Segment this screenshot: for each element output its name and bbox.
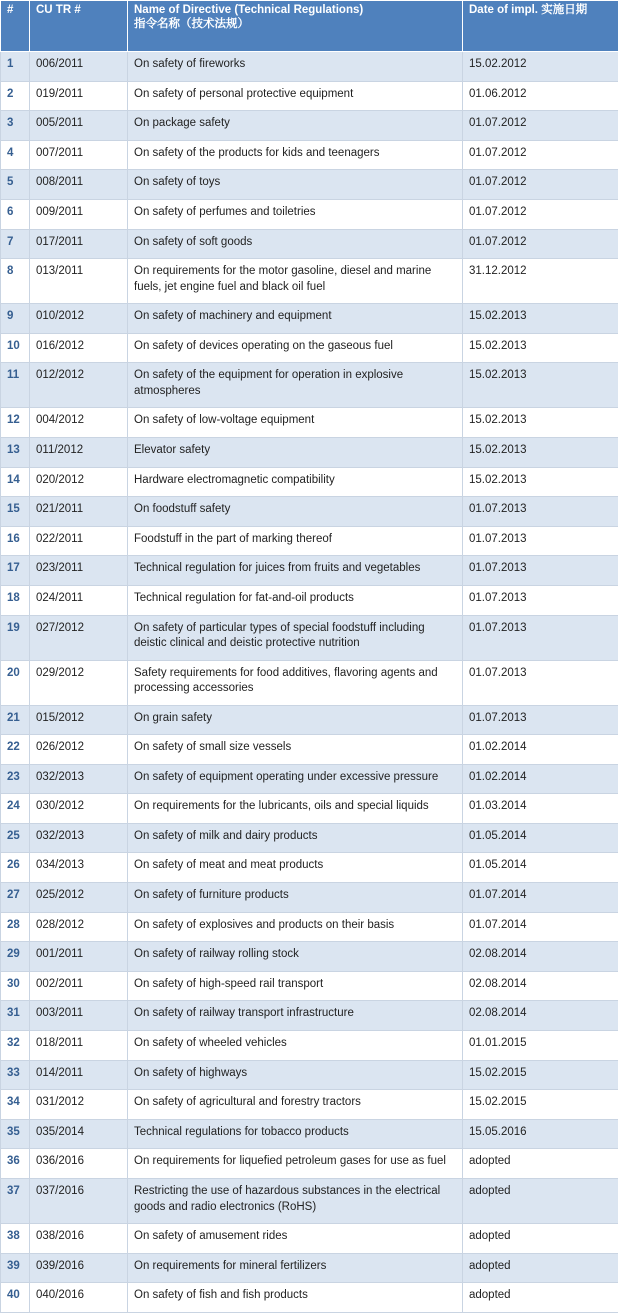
impl-date-cell: adopted (463, 1253, 618, 1283)
impl-date-cell: 01.01.2015 (463, 1031, 618, 1061)
cu-tr-code-cell: 025/2012 (30, 883, 128, 913)
impl-date-cell: adopted (463, 1283, 618, 1313)
header-directive-name (128, 1, 463, 52)
row-number-cell: 39 (1, 1253, 30, 1283)
directive-name-cell: On grain safety (128, 705, 463, 735)
cu-tr-code-cell: 030/2012 (30, 794, 128, 824)
directive-name-cell: On requirements for the motor gasoline, diesel and marine fuels, jet engine fuel and black oil fuel (128, 259, 463, 304)
table-row (1, 333, 618, 363)
row-number-cell: 18 (1, 585, 30, 615)
directive-name-cell: On safety of fireworks (128, 52, 463, 82)
directive-name-cell: On safety of meat and meat products (128, 853, 463, 883)
table-row (1, 556, 618, 586)
table-row (1, 942, 618, 972)
cu-tr-code-cell: 003/2011 (30, 1001, 128, 1031)
impl-date-cell: adopted (463, 1149, 618, 1179)
row-number-cell: 38 (1, 1224, 30, 1254)
impl-date-cell: adopted (463, 1179, 618, 1224)
directive-name-cell: On safety of explosives and products on their basis (128, 912, 463, 942)
directive-name-cell: On safety of railway rolling stock (128, 942, 463, 972)
impl-date-cell: 02.08.2014 (463, 1001, 618, 1031)
directive-name-cell: On safety of the equipment for operation in explosive atmospheres (128, 363, 463, 408)
row-number-cell: 26 (1, 853, 30, 883)
cu-tr-code-cell: 018/2011 (30, 1031, 128, 1061)
directive-name-cell: On safety of personal protective equipment (128, 81, 463, 111)
directive-name-cell: On safety of fish and fish products (128, 1283, 463, 1313)
table-row (1, 526, 618, 556)
table-row (1, 660, 618, 705)
directive-name-cell: On safety of milk and dairy products (128, 823, 463, 853)
directive-name-cell: Technical regulation for fat-and-oil products (128, 585, 463, 615)
impl-date-cell: 15.02.2013 (463, 333, 618, 363)
impl-date-cell: 01.07.2013 (463, 585, 618, 615)
directive-name-cell: On safety of small size vessels (128, 735, 463, 765)
impl-date-cell: 01.07.2013 (463, 526, 618, 556)
directive-name-cell: On safety of toys (128, 170, 463, 200)
impl-date-cell: 15.02.2015 (463, 1060, 618, 1090)
directive-name-cell: On safety of perfumes and toiletries (128, 199, 463, 229)
cu-tr-code-cell: 010/2012 (30, 304, 128, 334)
row-number-cell: 17 (1, 556, 30, 586)
cu-tr-code-cell: 019/2011 (30, 81, 128, 111)
cu-tr-code-cell: 012/2012 (30, 363, 128, 408)
impl-date-cell: 15.02.2013 (463, 304, 618, 334)
table-row (1, 1224, 618, 1254)
table-row (1, 259, 618, 304)
cu-tr-code-cell: 001/2011 (30, 942, 128, 972)
impl-date-cell: 02.08.2014 (463, 942, 618, 972)
cu-tr-code-cell: 014/2011 (30, 1060, 128, 1090)
directive-name-cell: On requirements for the lubricants, oils and special liquids (128, 794, 463, 824)
directive-name-cell: Technical regulation for juices from fruits and vegetables (128, 556, 463, 586)
row-number-cell: 6 (1, 199, 30, 229)
directive-name-cell: On safety of wheeled vehicles (128, 1031, 463, 1061)
impl-date-cell: 15.02.2012 (463, 52, 618, 82)
impl-date-cell: 01.07.2014 (463, 912, 618, 942)
directive-name-cell: On safety of highways (128, 1060, 463, 1090)
impl-date-cell: 01.02.2014 (463, 764, 618, 794)
row-number-cell: 37 (1, 1179, 30, 1224)
row-number-cell: 28 (1, 912, 30, 942)
impl-date-cell: 01.02.2014 (463, 735, 618, 765)
table-row (1, 1031, 618, 1061)
row-number-cell: 13 (1, 437, 30, 467)
impl-date-cell: adopted (463, 1224, 618, 1254)
table-row (1, 363, 618, 408)
row-number-cell: 4 (1, 140, 30, 170)
cu-tr-code-cell: 009/2011 (30, 199, 128, 229)
row-number-cell: 11 (1, 363, 30, 408)
cu-tr-code-cell: 007/2011 (30, 140, 128, 170)
row-number-cell: 32 (1, 1031, 30, 1061)
table-row (1, 408, 618, 438)
row-number-cell: 3 (1, 111, 30, 141)
impl-date-cell: 01.07.2012 (463, 199, 618, 229)
header-number: # (1, 1, 30, 52)
table-row (1, 971, 618, 1001)
row-number-cell: 40 (1, 1283, 30, 1313)
table-row (1, 705, 618, 735)
row-number-cell: 23 (1, 764, 30, 794)
cu-tr-code-cell: 032/2013 (30, 823, 128, 853)
cu-tr-code-cell: 004/2012 (30, 408, 128, 438)
cu-tr-code-cell: 035/2014 (30, 1119, 128, 1149)
directive-name-cell: On safety of furniture products (128, 883, 463, 913)
impl-date-cell: 01.07.2012 (463, 140, 618, 170)
cu-tr-code-cell: 017/2011 (30, 229, 128, 259)
impl-date-cell: 01.07.2013 (463, 660, 618, 705)
directive-name-cell: On safety of the products for kids and teenagers (128, 140, 463, 170)
cu-tr-code-cell: 027/2012 (30, 615, 128, 660)
table-row (1, 912, 618, 942)
cu-tr-code-cell: 020/2012 (30, 467, 128, 497)
row-number-cell: 10 (1, 333, 30, 363)
row-number-cell: 7 (1, 229, 30, 259)
row-number-cell: 25 (1, 823, 30, 853)
header-directive-name-cn: 指令名称（技术法规） (134, 18, 249, 30)
table-row (1, 199, 618, 229)
table-row (1, 1253, 618, 1283)
table-row (1, 52, 618, 82)
table-row (1, 794, 618, 824)
impl-date-cell: 15.02.2013 (463, 437, 618, 467)
impl-date-cell: 15.05.2016 (463, 1119, 618, 1149)
impl-date-cell: 01.07.2012 (463, 170, 618, 200)
cu-tr-code-cell: 023/2011 (30, 556, 128, 586)
table-row (1, 823, 618, 853)
table-body (1, 52, 618, 1313)
table-row (1, 497, 618, 527)
row-number-cell: 19 (1, 615, 30, 660)
table-row (1, 81, 618, 111)
directive-name-cell: On foodstuff safety (128, 497, 463, 527)
row-number-cell: 29 (1, 942, 30, 972)
row-number-cell: 15 (1, 497, 30, 527)
table-row (1, 735, 618, 765)
directive-name-cell: On package safety (128, 111, 463, 141)
row-number-cell: 35 (1, 1119, 30, 1149)
directive-name-cell: On safety of amusement rides (128, 1224, 463, 1254)
table-row (1, 170, 618, 200)
row-number-cell: 1 (1, 52, 30, 82)
directive-name-cell: Hardware electromagnetic compatibility (128, 467, 463, 497)
header-date-of-impl: Date of impl. 实施日期 (463, 1, 618, 52)
directive-name-cell: Technical regulations for tobacco products (128, 1119, 463, 1149)
cu-tr-code-cell: 026/2012 (30, 735, 128, 765)
cu-tr-code-cell: 011/2012 (30, 437, 128, 467)
cu-tr-code-cell: 040/2016 (30, 1283, 128, 1313)
header-directive-name-en: Name of Directive (Technical Regulations) (134, 4, 364, 16)
cu-tr-code-cell: 029/2012 (30, 660, 128, 705)
header-cu-tr-code: CU TR # (30, 1, 128, 52)
cu-tr-code-cell: 031/2012 (30, 1090, 128, 1120)
directive-name-cell: On safety of agricultural and forestry tractors (128, 1090, 463, 1120)
cu-tr-code-cell: 022/2011 (30, 526, 128, 556)
cu-tr-code-cell: 034/2013 (30, 853, 128, 883)
impl-date-cell: 02.08.2014 (463, 971, 618, 1001)
impl-date-cell: 15.02.2013 (463, 408, 618, 438)
row-number-cell: 27 (1, 883, 30, 913)
impl-date-cell: 01.07.2013 (463, 615, 618, 660)
row-number-cell: 16 (1, 526, 30, 556)
table-row (1, 111, 618, 141)
cu-tr-code-cell: 008/2011 (30, 170, 128, 200)
table-row (1, 467, 618, 497)
directive-name-cell: On safety of machinery and equipment (128, 304, 463, 334)
table-row (1, 764, 618, 794)
cu-tr-code-cell: 037/2016 (30, 1179, 128, 1224)
cu-tr-code-cell: 039/2016 (30, 1253, 128, 1283)
cu-tr-code-cell: 024/2011 (30, 585, 128, 615)
directive-name-cell: On safety of railway transport infrastructure (128, 1001, 463, 1031)
table-row (1, 615, 618, 660)
table-row (1, 1179, 618, 1224)
row-number-cell: 12 (1, 408, 30, 438)
cu-tr-code-cell: 032/2013 (30, 764, 128, 794)
table-row (1, 853, 618, 883)
directive-name-cell: On safety of low-voltage equipment (128, 408, 463, 438)
impl-date-cell: 01.07.2013 (463, 705, 618, 735)
directive-name-cell: On safety of particular types of special foodstuff including deistic clinical and deistic protective nutrition (128, 615, 463, 660)
table-row (1, 585, 618, 615)
impl-date-cell: 01.07.2012 (463, 229, 618, 259)
cu-tr-code-cell: 015/2012 (30, 705, 128, 735)
table-row (1, 304, 618, 334)
cu-tr-code-cell: 005/2011 (30, 111, 128, 141)
table-header (1, 1, 618, 52)
directive-name-cell: Safety requirements for food additives, flavoring agents and processing accessories (128, 660, 463, 705)
impl-date-cell: 01.07.2013 (463, 497, 618, 527)
directive-name-cell: Elevator safety (128, 437, 463, 467)
table-row (1, 437, 618, 467)
directive-name-cell: Restricting the use of hazardous substances in the electrical goods and radio electronics (RoHS) (128, 1179, 463, 1224)
directive-name-cell: On requirements for mineral fertilizers (128, 1253, 463, 1283)
cu-tr-code-cell: 038/2016 (30, 1224, 128, 1254)
directive-name-cell: On safety of devices operating on the gaseous fuel (128, 333, 463, 363)
impl-date-cell: 01.05.2014 (463, 823, 618, 853)
impl-date-cell: 15.02.2013 (463, 467, 618, 497)
impl-date-cell: 31.12.2012 (463, 259, 618, 304)
cu-tr-code-cell: 036/2016 (30, 1149, 128, 1179)
row-number-cell: 34 (1, 1090, 30, 1120)
directive-name-cell: On requirements for liquefied petroleum gases for use as fuel (128, 1149, 463, 1179)
row-number-cell: 20 (1, 660, 30, 705)
row-number-cell: 24 (1, 794, 30, 824)
directive-name-cell: Foodstuff in the part of marking thereof (128, 526, 463, 556)
cu-tr-code-cell: 002/2011 (30, 971, 128, 1001)
row-number-cell: 30 (1, 971, 30, 1001)
cu-tr-code-cell: 013/2011 (30, 259, 128, 304)
row-number-cell: 31 (1, 1001, 30, 1031)
row-number-cell: 8 (1, 259, 30, 304)
table-row (1, 1149, 618, 1179)
cu-tr-code-cell: 006/2011 (30, 52, 128, 82)
impl-date-cell: 01.03.2014 (463, 794, 618, 824)
header-row (1, 1, 618, 52)
impl-date-cell: 01.07.2014 (463, 883, 618, 913)
table-row (1, 1060, 618, 1090)
row-number-cell: 9 (1, 304, 30, 334)
directive-name-cell: On safety of high-speed rail transport (128, 971, 463, 1001)
row-number-cell: 36 (1, 1149, 30, 1179)
cu-tr-code-cell: 016/2012 (30, 333, 128, 363)
impl-date-cell: 01.05.2014 (463, 853, 618, 883)
table-row (1, 140, 618, 170)
cu-tr-code-cell: 021/2011 (30, 497, 128, 527)
impl-date-cell: 01.06.2012 (463, 81, 618, 111)
impl-date-cell: 15.02.2013 (463, 363, 618, 408)
cu-tr-code-cell: 028/2012 (30, 912, 128, 942)
table-row (1, 1119, 618, 1149)
row-number-cell: 2 (1, 81, 30, 111)
impl-date-cell: 01.07.2012 (463, 111, 618, 141)
table-row (1, 883, 618, 913)
row-number-cell: 5 (1, 170, 30, 200)
table-row (1, 229, 618, 259)
row-number-cell: 33 (1, 1060, 30, 1090)
impl-date-cell: 15.02.2015 (463, 1090, 618, 1120)
table-row (1, 1283, 618, 1313)
row-number-cell: 14 (1, 467, 30, 497)
table-row (1, 1001, 618, 1031)
impl-date-cell: 01.07.2013 (463, 556, 618, 586)
directive-name-cell: On safety of soft goods (128, 229, 463, 259)
row-number-cell: 22 (1, 735, 30, 765)
table-row (1, 1090, 618, 1120)
row-number-cell: 21 (1, 705, 30, 735)
directive-name-cell: On safety of equipment operating under excessive pressure (128, 764, 463, 794)
